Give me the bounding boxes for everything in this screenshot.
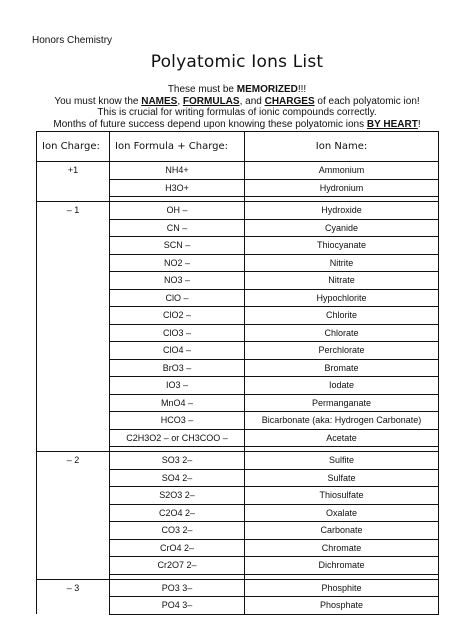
charges-emphasis: CHARGES [264, 95, 315, 107]
intro-line-4 [0, 119, 474, 131]
ion-formula-cell: CO3 2– [110, 522, 245, 540]
ion-name-cell: Oxalate [245, 504, 439, 522]
ion-formula-cell: ClO2 – [110, 307, 245, 325]
intro-text-segment: Months of future success depend upon knowing these polyatomic ions [53, 118, 367, 130]
ion-name-cell: Thiosulfate [245, 487, 439, 505]
header-ion-charge: Ion Charge: [37, 132, 110, 162]
ion-formula-cell: C2O4 2– [110, 504, 245, 522]
ion-name-cell: Phosphite [245, 579, 439, 597]
ion-formula-cell: NO3 – [110, 272, 245, 290]
intro-text-segment: ! [417, 118, 421, 130]
table-row [37, 162, 439, 180]
ion-name-cell: Hydronium [245, 179, 439, 197]
ion-formula-cell: SO3 2– [110, 452, 245, 470]
ion-name-cell: Chlorate [245, 324, 439, 342]
ion-formula-cell: PO3 3– [110, 579, 245, 597]
names-emphasis: NAMES [141, 95, 178, 107]
ion-formula-cell: NO2 – [110, 254, 245, 272]
ion-formula-cell: ClO3 – [110, 324, 245, 342]
table-body [37, 162, 439, 615]
ion-name-cell: Sulfate [245, 469, 439, 487]
ion-name-cell: Cyanide [245, 219, 439, 237]
ion-charge-cell: +1 [37, 162, 110, 197]
by-heart-emphasis: BY HEART [366, 118, 418, 130]
ion-formula-cell: SO4 2– [110, 469, 245, 487]
ion-name-cell: Hypochlorite [245, 289, 439, 307]
table-row [37, 579, 439, 597]
ion-name-cell: Chromate [245, 539, 439, 557]
intro-text-segment: You must know the [54, 95, 142, 107]
formulas-emphasis: FORMULAS [182, 95, 240, 107]
polyatomic-ions-table [36, 131, 439, 615]
ion-formula-cell: CrO4 2– [110, 539, 245, 557]
intro-text-segment: !!! [297, 84, 307, 95]
ion-name-cell: Bromate [245, 359, 439, 377]
ion-name-cell: Sulfite [245, 452, 439, 470]
ion-formula-cell: MnO4 – [110, 394, 245, 412]
intro-text-segment: of each polyatomic ion! [314, 95, 420, 107]
table-row [37, 202, 439, 220]
ion-name-cell: Acetate [245, 429, 439, 447]
ion-charge-cell: – 2 [37, 452, 110, 575]
intro-line-1 [0, 84, 474, 96]
ion-name-cell: Thiocyanate [245, 237, 439, 255]
ion-formula-cell: NH4+ [110, 162, 245, 180]
table-header-row [37, 132, 439, 162]
ion-formula-cell: HCO3 – [110, 412, 245, 430]
ion-charge-cell: – 3 [37, 579, 110, 614]
ion-formula-cell: BrO3 – [110, 359, 245, 377]
table-row [37, 452, 439, 470]
ion-formula-cell: ClO4 – [110, 342, 245, 360]
ion-name-cell: Perchlorate [245, 342, 439, 360]
intro-line-2 [0, 96, 474, 108]
course-label: Honors Chemistry [32, 35, 113, 46]
ion-formula-cell: ClO – [110, 289, 245, 307]
ion-formula-cell: C2H3O2 – or CH3COO – [110, 429, 245, 447]
ion-charge-cell: – 1 [37, 202, 110, 447]
ion-formula-cell: IO3 – [110, 377, 245, 395]
intro-text-segment: , [177, 95, 183, 107]
ion-name-cell: Permanganate [245, 394, 439, 412]
ion-name-cell: Bicarbonate (aka: Hydrogen Carbonate) [245, 412, 439, 430]
page-title: Polyatomic Ions List [150, 52, 324, 72]
ion-name-cell: Dichromate [245, 557, 439, 575]
ion-name-cell: Ammonium [245, 162, 439, 180]
ion-formula-cell: S2O3 2– [110, 487, 245, 505]
ion-formula-cell: CN – [110, 219, 245, 237]
ion-formula-cell: H3O+ [110, 179, 245, 197]
ion-name-cell: Nitrate [245, 272, 439, 290]
intro-text-segment: These must be [167, 84, 237, 95]
intro-text-segment: , and [239, 95, 265, 107]
ion-name-cell: Iodate [245, 377, 439, 395]
intro-text [0, 84, 474, 130]
ion-formula-cell: PO4 3– [110, 597, 245, 615]
ion-formula-cell: SCN – [110, 237, 245, 255]
ion-name-cell: Hydroxide [245, 202, 439, 220]
header-ion-formula: Ion Formula + Charge: [110, 132, 245, 162]
intro-line-3: This is crucial for writing formulas of ionic compounds correctly. [97, 107, 377, 118]
ion-formula-cell: OH – [110, 202, 245, 220]
header-ion-name: Ion Name: [245, 132, 439, 162]
ion-formula-cell: Cr2O7 2– [110, 557, 245, 575]
ion-name-cell: Chlorite [245, 307, 439, 325]
memorized-emphasis: MEMORIZED [236, 84, 298, 95]
ion-name-cell: Carbonate [245, 522, 439, 540]
ion-name-cell: Nitrite [245, 254, 439, 272]
ion-name-cell: Phosphate [245, 597, 439, 615]
